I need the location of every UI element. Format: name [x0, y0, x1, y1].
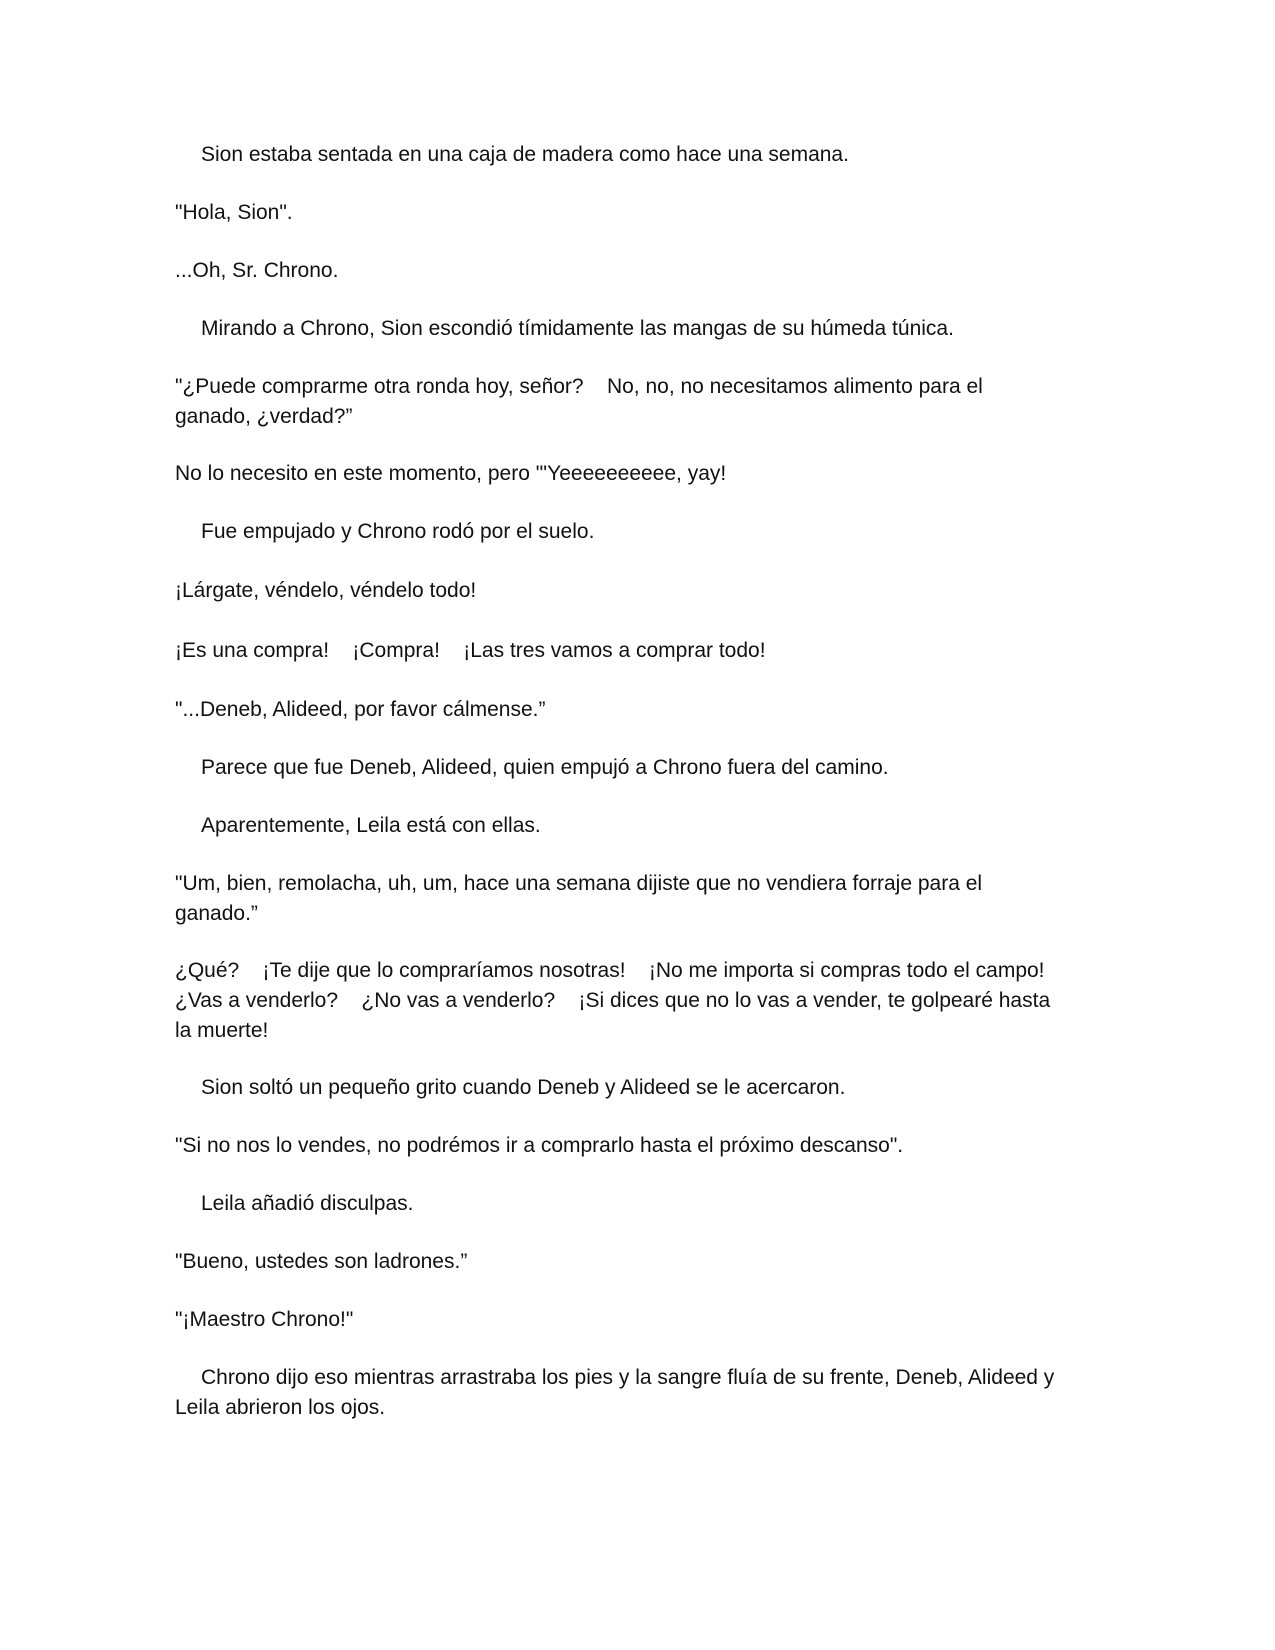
paragraph-13: "Um, bien, remolacha, uh, um, hace una semana dijiste que no vendiera forraje para el ganado.” — [175, 872, 988, 925]
paragraph-7: Fue empujado y Chrono rodó por el suelo. — [201, 520, 595, 543]
paragraph-1: Sion estaba sentada en una caja de madera como hace una semana. — [201, 143, 849, 166]
paragraph-17: Leila añadió disculpas. — [201, 1192, 414, 1215]
paragraph-18: "Bueno, ustedes son ladrones.” — [175, 1250, 468, 1273]
paragraph-5: "¿Puede comprarme otra ronda hoy, señor? No, no, no necesitamos alimento para el ganado, ¿verdad?” — [175, 375, 989, 428]
paragraph-16: "Si no nos lo vendes, no podrémos ir a comprarlo hasta el próximo descanso". — [175, 1134, 904, 1157]
paragraph-19: "¡Maestro Chrono!" — [175, 1308, 354, 1331]
paragraph-14: ¿Qué? ¡Te dije que lo compraríamos nosotras! ¡No me importa si compras todo el campo! ¿Vas a venderlo? ¿No vas a venderlo? ¡Si dices que no lo vas a vender, te golpearé hasta la muerte! — [175, 959, 1068, 1042]
paragraph-11: Parece que fue Deneb, Alideed, quien empujó a Chrono fuera del camino. — [201, 756, 889, 779]
paragraph-8: ¡Lárgate, véndelo, véndelo todo! — [175, 579, 477, 602]
paragraph-10: "...Deneb, Alideed, por favor cálmense.” — [175, 698, 546, 721]
paragraph-20: Chrono dijo eso mientras arrastraba los pies y la sangre fluía de su frente, Deneb, Alideed y Leila abrieron los ojos. — [175, 1366, 1061, 1419]
paragraph-3: ...Oh, Sr. Chrono. — [175, 259, 339, 282]
paragraph-6: No lo necesito en este momento, pero "'Yeeeeeeeeee, yay! — [175, 462, 727, 485]
paragraph-9: ¡Es una compra! ¡Compra! ¡Las tres vamos a comprar todo! — [175, 639, 766, 662]
paragraph-2: "Hola, Sion". — [175, 201, 293, 224]
paragraph-4: Mirando a Chrono, Sion escondió tímidamente las mangas de su húmeda túnica. — [201, 317, 954, 340]
paragraph-12: Aparentemente, Leila está con ellas. — [201, 814, 541, 837]
paragraph-15: Sion soltó un pequeño grito cuando Deneb y Alideed se le acercaron. — [201, 1076, 846, 1099]
